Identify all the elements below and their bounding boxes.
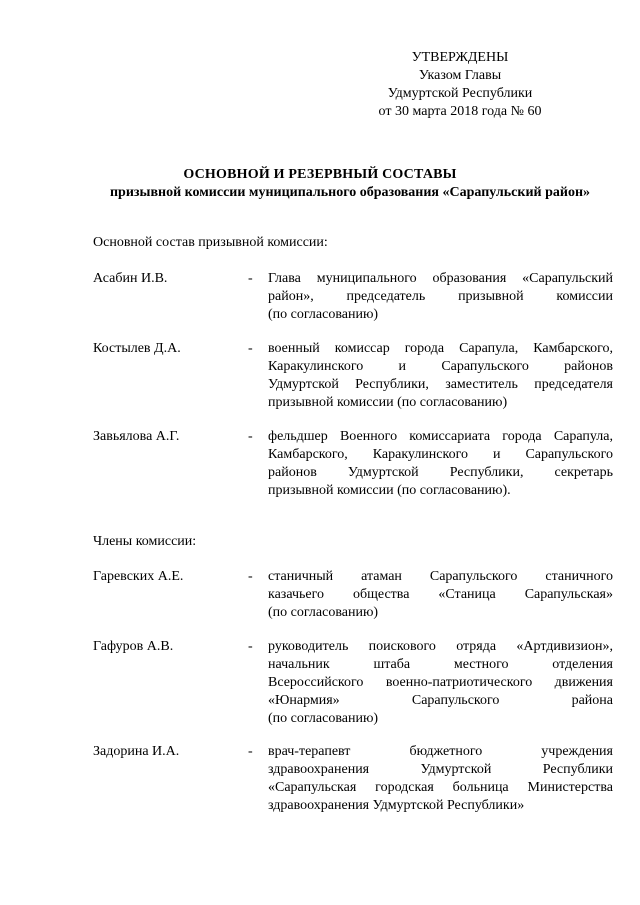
main-section-label: Основной состав призывной комиссии:	[93, 235, 328, 250]
member-role	[268, 340, 613, 412]
member-dash: -	[248, 341, 253, 356]
members-section-label: Члены комиссии:	[93, 534, 197, 549]
member-dash: -	[248, 569, 253, 584]
member-name: Задорина И.А.	[93, 744, 180, 759]
role-line: станичный атаман Сарапульского станичного	[268, 569, 613, 584]
role-line: Глава муниципального образования «Сарапульский	[268, 271, 613, 286]
role-line: «Юнармия» Сарапульского района	[268, 693, 613, 708]
role-line: Камбарского, Каракулинского и Сарапульского	[268, 447, 613, 462]
member-name: Гафуров А.В.	[93, 639, 174, 654]
title-line-1: ОСНОВНОЙ И РЕЗЕРВНЫЙ СОСТАВЫ	[183, 167, 457, 182]
role-line: (по согласованию)	[268, 605, 379, 620]
role-line: призывной комиссии (по согласованию).	[268, 483, 511, 498]
member-name: Завьялова А.Г.	[93, 429, 180, 444]
member-dash: -	[248, 744, 253, 759]
member-role	[268, 638, 613, 728]
member-role	[268, 270, 613, 324]
member-dash: -	[248, 271, 253, 286]
role-line: районов Удмуртской Республики, секретарь	[268, 465, 613, 480]
document-title	[0, 166, 640, 202]
member-name: Асабин И.В.	[93, 271, 168, 286]
role-line: фельдшер Военного комиссариата города Сарапула,	[268, 429, 613, 444]
role-line: Удмуртской Республики, заместитель председателя	[268, 377, 613, 392]
role-line: призывной комиссии (по согласованию)	[268, 395, 508, 410]
approval-line-2: Указом Главы	[418, 68, 502, 83]
member-name: Гаревских А.Е.	[93, 569, 184, 584]
role-line: «Сарапульская городская больница Министерства	[268, 780, 613, 795]
approval-stamp-block	[350, 49, 570, 121]
role-line: Каракулинского и Сарапульского районов	[268, 359, 613, 374]
role-line: здравоохранения Удмуртской Республики»	[268, 798, 525, 813]
role-line: врач-терапевт бюджетного учреждения	[268, 744, 613, 759]
member-role	[268, 743, 613, 815]
role-line: казачьего общества «Станица Сарапульская»	[268, 587, 613, 602]
role-line: (по согласованию)	[268, 307, 379, 322]
role-line: здравоохранения Удмуртской Республики	[268, 762, 613, 777]
role-line: военный комиссар города Сарапула, Камбарского,	[268, 341, 613, 356]
member-dash: -	[248, 639, 253, 654]
member-role	[268, 568, 613, 622]
role-line: район», председатель призывной комиссии	[268, 289, 613, 304]
role-line: Всероссийского военно-патриотического движения	[268, 675, 613, 690]
role-line: руководитель поискового отряда «Артдивизион»,	[268, 639, 613, 654]
member-name: Костылев Д.А.	[93, 341, 181, 356]
member-role	[268, 428, 613, 500]
role-line: начальник штаба местного отделения	[268, 657, 613, 672]
member-dash: -	[248, 429, 253, 444]
approval-line-1: УТВЕРЖДЕНЫ	[411, 50, 509, 65]
approval-line-4: от 30 марта 2018 года № 60	[378, 104, 542, 119]
approval-line-3: Удмуртской Республики	[387, 86, 533, 101]
title-line-2: призывной комиссии муниципального образования «Сарапульский район»	[109, 185, 591, 200]
role-line: (по согласованию)	[268, 711, 379, 726]
